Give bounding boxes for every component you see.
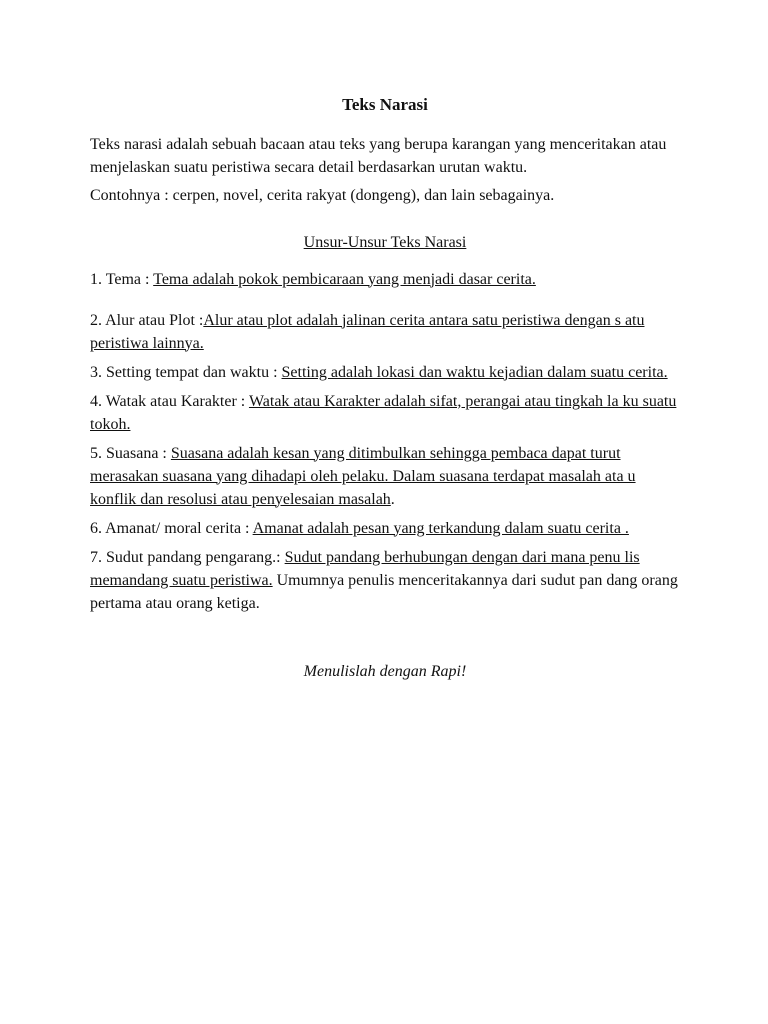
list-item-suasana xyxy=(90,442,680,511)
item-label: 5. Suasana : xyxy=(90,444,171,462)
item-label: 2. Alur atau Plot : xyxy=(90,311,204,329)
footer-note: Menulislah dengan Rapi! xyxy=(303,662,467,680)
list-item-watak xyxy=(90,390,680,436)
item-label: 1. Tema : xyxy=(90,270,154,288)
item-definition: Alur atau plot adalah jalinan cerita antara satu peristiwa dengan s atu peristiwa lainnya. xyxy=(90,311,645,352)
item-rest: . xyxy=(390,490,395,508)
item-rest: Umumnya penulis menceritakannya dari sudut pan dang orang pertama atau orang ketiga. xyxy=(90,571,678,612)
item-definition: Watak atau Karakter adalah sifat, perangai atau tingkah la ku suatu tokoh. xyxy=(90,392,677,433)
section-subtitle: Unsur-Unsur Teks Narasi xyxy=(303,233,467,251)
item-label: 4. Watak atau Karakter : xyxy=(90,392,249,410)
list-item-amanat xyxy=(90,517,680,540)
item-definition: Sudut pandang berhubungan dengan dari mana penu lis memandang suatu peristiwa. xyxy=(90,548,640,589)
list-item-sudut-pandang xyxy=(90,546,680,615)
document-title: Teks Narasi xyxy=(342,95,428,114)
item-definition: Suasana adalah kesan yang ditimbulkan sehingga pembaca dapat turut merasakan suasana yang dihadapi oleh pelaku. Dalam suasana terdapat masalah ata u konflik dan resolusi atau penyelesaian masalah xyxy=(90,444,636,508)
item-definition: Setting adalah lokasi dan waktu kejadian dalam suatu cerita. xyxy=(281,363,668,381)
example-paragraph: Contohnya : cerpen, novel, cerita rakyat (dongeng), dan lain sebagainya. xyxy=(90,187,555,204)
list-item-tema xyxy=(90,268,680,291)
item-definition: Amanat adalah pesan yang terkandung dalam suatu cerita . xyxy=(252,519,629,537)
item-label: 3. Setting tempat dan waktu : xyxy=(90,363,282,381)
intro-paragraph: Teks narasi adalah sebuah bacaan atau teks yang berupa karangan yang menceritakan atau menjelaskan suatu peristiwa secara detail berdasarkan urutan waktu. xyxy=(90,136,667,176)
item-label: 6. Amanat/ moral cerita : xyxy=(90,519,253,537)
list-item-alur xyxy=(90,309,680,355)
item-definition: Tema adalah pokok pembicaraan yang menjadi dasar cerita. xyxy=(153,270,536,288)
item-label: 7. Sudut pandang pengarang.: xyxy=(90,548,285,566)
list-item-setting xyxy=(90,361,680,384)
